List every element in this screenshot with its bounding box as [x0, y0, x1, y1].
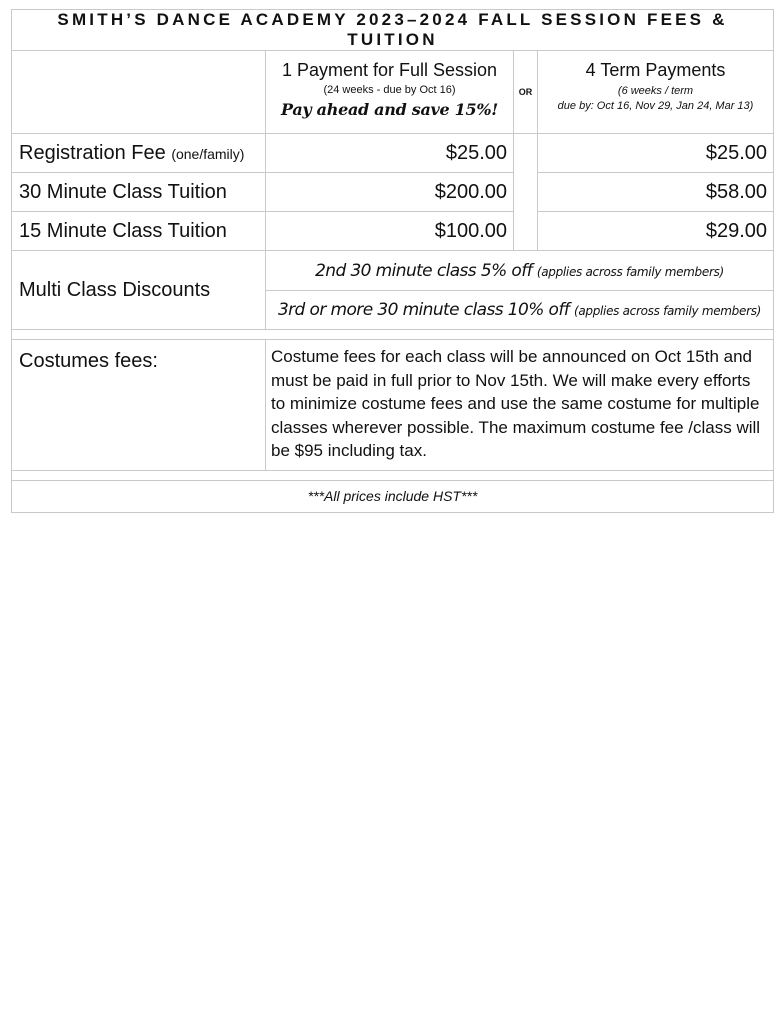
full-payment-header	[266, 51, 514, 134]
fee-sheet	[11, 9, 773, 513]
header-row	[12, 51, 774, 134]
fee-label: 30 Minute Class Tuition	[12, 173, 266, 212]
spacer-cell	[12, 330, 774, 340]
discount-label: Multi Class Discounts	[12, 251, 266, 330]
footnote: ***All prices include HST***	[12, 480, 774, 512]
costume-row	[12, 340, 774, 471]
spacer-row	[12, 470, 774, 480]
term-price: $58.00	[538, 173, 774, 212]
full-price: $200.00	[266, 173, 514, 212]
spacer-row	[12, 330, 774, 340]
full-price: $25.00	[266, 134, 514, 173]
promo-text: Pay ahead and save 15%!	[281, 100, 498, 119]
discount-item	[266, 291, 774, 330]
fee-name: Registration Fee	[19, 141, 166, 164]
costume-label: Costumes fees:	[12, 340, 266, 471]
fee-table	[11, 9, 774, 513]
full-price: $100.00	[266, 212, 514, 251]
term-payment-header	[538, 51, 774, 134]
page-title: SMITH’S DANCE ACADEMY 2023–2024 FALL SESSION FEES & TUITION	[12, 10, 774, 51]
term-payment-heading: 4 Term Payments	[585, 60, 726, 80]
full-payment-detail: (24 weeks - due by Oct 16)	[323, 84, 456, 96]
or-column-blank	[514, 134, 538, 251]
table-row	[12, 173, 774, 212]
discount-note: (applies across family members)	[536, 264, 724, 279]
fee-note: (one/family)	[171, 145, 245, 162]
discount-text: 3rd or more 30 minute class 10% off	[277, 300, 570, 320]
header-empty-cell	[12, 51, 266, 134]
table-row	[12, 212, 774, 251]
full-payment-heading: 1 Payment for Full Session	[281, 60, 498, 80]
discount-item	[266, 251, 774, 291]
term-payment-detail-2: due by: Oct 16, Nov 29, Jan 24, Mar 13)	[557, 100, 754, 112]
title-row	[12, 10, 774, 51]
discount-note: (applies across family members)	[573, 304, 762, 318]
or-label: OR	[514, 51, 538, 134]
spacer-cell	[12, 470, 774, 480]
term-price: $25.00	[538, 134, 774, 173]
footnote-row	[12, 480, 774, 512]
discount-row	[12, 251, 774, 291]
costume-text: Costume fees for each class will be announced on Oct 15th and must be paid in full prior to Nov 15th. We will make every efforts to minimize costume fees and use the same costume for multiple classes wherever possible. The maximum costume fee /class will be $95 including tax.	[266, 340, 774, 471]
discount-text: 2nd 30 minute class 5% off	[315, 260, 532, 281]
fee-label	[12, 134, 266, 173]
term-price: $29.00	[538, 212, 774, 251]
term-payment-detail-1: (6 weeks / term	[617, 85, 694, 97]
fee-label: 15 Minute Class Tuition	[12, 212, 266, 251]
table-row	[12, 134, 774, 173]
